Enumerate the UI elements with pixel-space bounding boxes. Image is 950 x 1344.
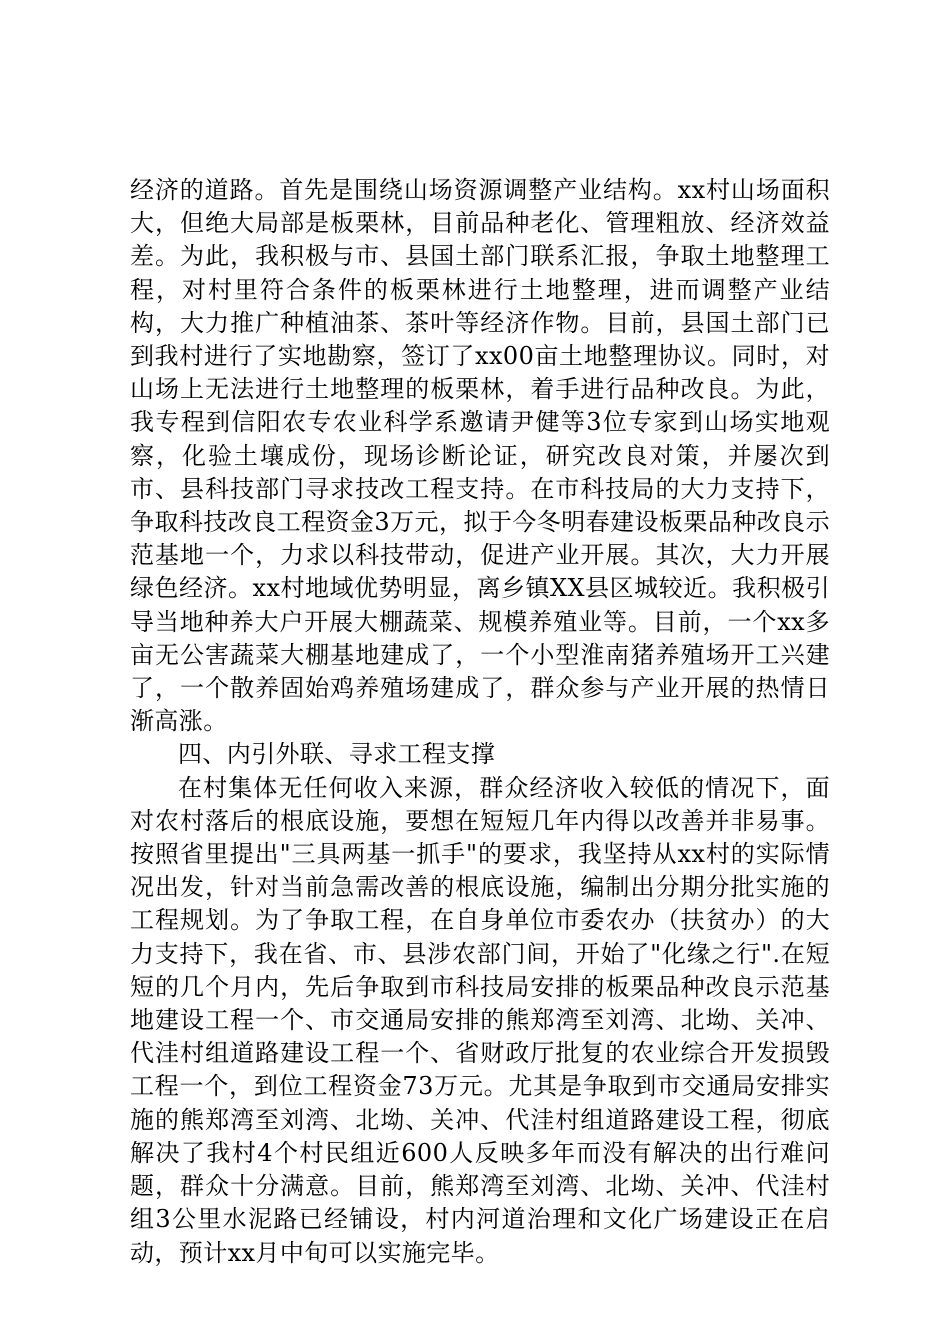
section-heading-four: 四、内引外联、寻求工程支撑: [178, 740, 496, 769]
document-body: [130, 174, 830, 1270]
paragraph-industry-structure: 经济的道路。首先是围绕山场资源调整产业结构。xx村山场面积大，但绝大局部是板栗林，目前品种老化、管理粗放、经济效益差。为此，我积极与市、县国土部门联系汇报，争取土地整理工程，对村里符合条件的板栗林进行土地整理，进而调整产业结构，大力推广种植油茶、茶叶等经济作物。目前，县国土部门已到我村进行了实地勘察，签订了xx00亩土地整理协议。同时，对山场上无法进行土地整理的板栗林，着手进行品种改良。为此，我专程到信阳农专农业科学系邀请尹健等3位专家到山场实地观察，化验土壤成份，现场诊断论证，研究改良对策，并屡次到市、县科技部门寻求技改工程支持。在市科技局的大力支持下，争取科技改良工程资金3万元，拟于今冬明春建设板栗品种改良示范基地一个，力求以科技带动，促进产业开展。其次，大力开展绿色经济。xx村地域优势明显，离乡镇XX县区城较近。我积极引导当地种养大户开展大棚蔬菜、规模养殖业等。目前，一个xx多亩无公害蔬菜大棚基地建成了，一个小型淮南猪养殖场开工兴建了，一个散养固始鸡养殖场建成了，群众参与产业开展的热情日渐高涨。: [130, 176, 830, 736]
paragraph-project-support: 在村集体无任何收入来源，群众经济收入较低的情况下，面对农村落后的根底设施，要想在短短几年内得以改善并非易事。按照省里提出"三具两基一抓手"的要求，我坚持从xx村的实际情况出发，针对当前急需改善的根底设施，编制出分期分批实施的工程规划。为了争取工程，在自身单位市委农办（扶贫办）的大力支持下，我在省、市、县涉农部门间，开始了"化缘之行".在短短的几个月内，先后争取到市科技局安排的板栗品种改良示范基地建设工程一个、市交通局安排的熊郑湾至刘湾、北坳、关冲、代洼村组道路建设工程一个、省财政厅批复的农业综合开发损毁工程一个，到位工程资金73万元。尤其是争取到市交通局安排实施的熊郑湾至刘湾、北坳、关冲、代洼村组道路建设工程，彻底解决了我村4个村民组近600人反映多年而没有解决的出行难问题，群众十分满意。目前，熊郑湾至刘湾、北坳、关冲、代洼村组3公里水泥路已经铺设，村内河道治理和文化广场建设正在启动，预计xx月中旬可以实施完毕。: [130, 773, 830, 1267]
